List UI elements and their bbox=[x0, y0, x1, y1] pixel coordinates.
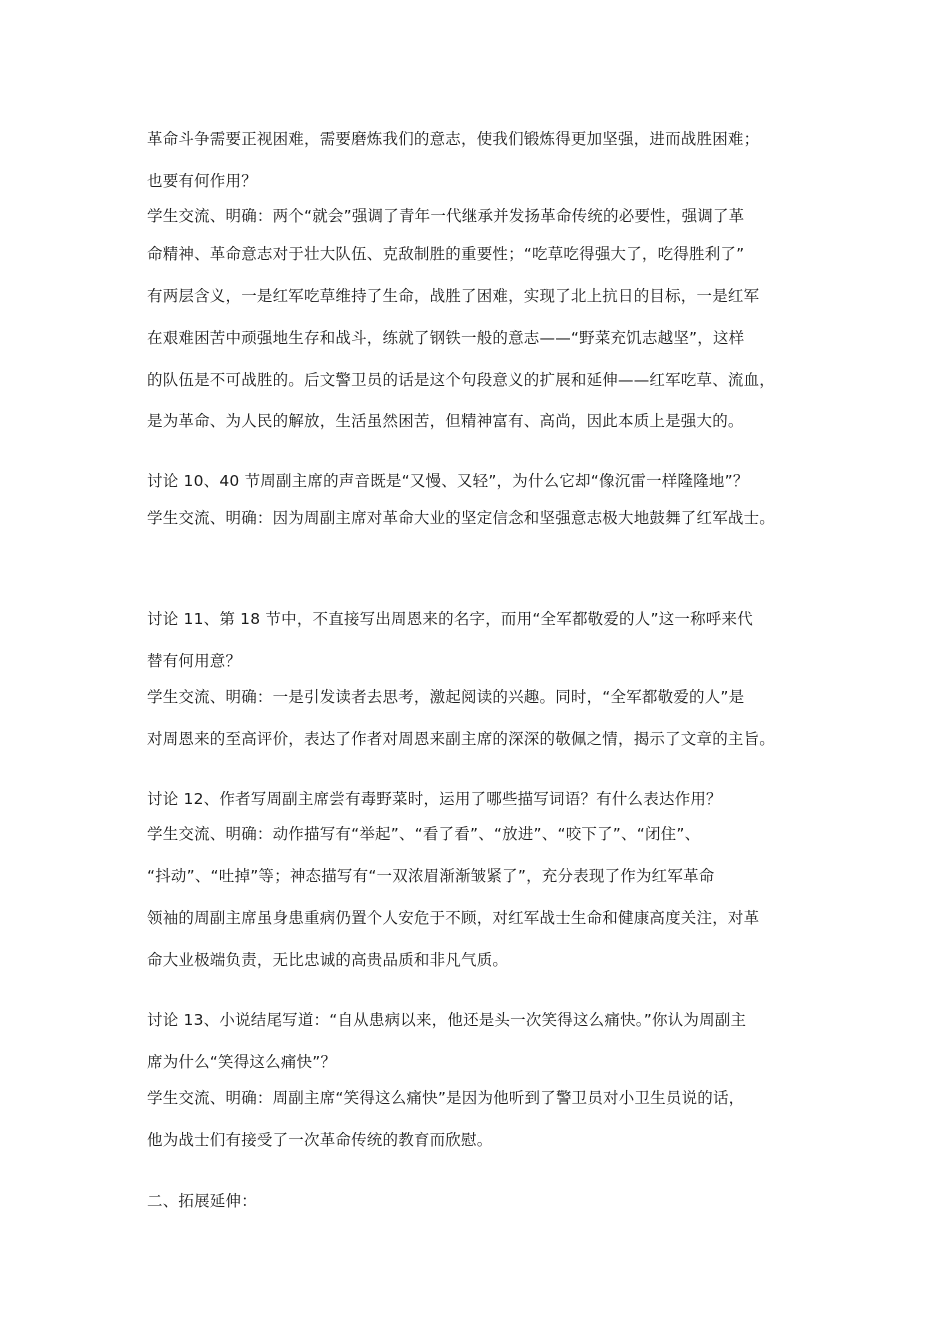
paragraph-line: 是为革命、为人民的解放，生活虽然困苦，但精神富有、高尚，因此本质上是强大的。 bbox=[147, 412, 744, 430]
answer-line: 学生交流、明确：一是引发读者去思考，激起阅读的兴趣。同时，“全军都敬爱的人”是 bbox=[147, 688, 745, 706]
paragraph-line: 有两层含义，一是红军吃草维持了生命，战胜了困难，实现了北上抗日的目标，一是红军 bbox=[147, 287, 760, 305]
paragraph-line: 的队伍是不可战胜的。后文警卫员的话是这个句段意义的扩展和延伸——红军吃草、流血， bbox=[147, 371, 776, 389]
answer-line: 命大业极端负责，无比忠诚的高贵品质和非凡气质。 bbox=[147, 951, 509, 969]
discussion-question: 讨论 12、作者写周副主席尝有毒野菜时，运用了哪些描写词语？有什么表达作用？ bbox=[147, 790, 722, 808]
discussion-question: 讨论 11、第 18 节中，不直接写出周恩来的名字，而用“全军都敬爱的人”这一称呼来代 bbox=[147, 610, 753, 628]
answer-line: 学生交流、明确：因为周副主席对革命大业的坚定信念和坚强意志极大地鼓舞了红军战士。 bbox=[147, 509, 776, 527]
paragraph-line: 革命斗争需要正视困难，需要磨炼我们的意志，使我们锻炼得更加坚强，进而战胜困难； bbox=[147, 130, 760, 148]
paragraph-line: 也要有何作用？ bbox=[147, 172, 257, 190]
answer-line: 他为战士们有接受了一次革命传统的教育而欣慰。 bbox=[147, 1131, 493, 1149]
discussion-question: 席为什么“笑得这么痛快”？ bbox=[147, 1053, 337, 1071]
section-heading: 二、拓展延伸： bbox=[147, 1192, 257, 1210]
paragraph-line: 在艰难困苦中顽强地生存和战斗，练就了钢铁一般的意志——“野菜充饥志越坚”，这样 bbox=[147, 329, 745, 347]
answer-line: “抖动”、“吐掉”等；神态描写有“一双浓眉渐渐皱紧了”，充分表现了作为红军革命 bbox=[147, 867, 715, 885]
answer-line: 领袖的周副主席虽身患重病仍置个人安危于不顾，对红军战士生命和健康高度关注，对革 bbox=[147, 909, 760, 927]
answer-line: 学生交流、明确：周副主席“笑得这么痛快”是因为他听到了警卫员对小卫生员说的话， bbox=[147, 1089, 745, 1107]
answer-line: 学生交流、明确：动作描写有“举起”、“看了看”、“放进”、“咬下了”、“闭住”、 bbox=[147, 825, 701, 843]
discussion-question: 讨论 13、小说结尾写道：“自从患病以来，他还是头一次笑得这么痛快。”你认为周副主 bbox=[147, 1011, 747, 1029]
discussion-question: 讨论 10、40 节周副主席的声音既是“又慢、又轻”，为什么它却“像沉雷一样隆隆地”？ bbox=[147, 472, 749, 490]
paragraph-line: 学生交流、明确：两个“就会”强调了青年一代继承并发扬革命传统的必要性，强调了革 bbox=[147, 207, 745, 225]
discussion-question: 替有何用意？ bbox=[147, 652, 242, 670]
answer-line: 对周恩来的至高评价，表达了作者对周恩来副主席的深深的敬佩之情，揭示了文章的主旨。 bbox=[147, 730, 776, 748]
paragraph-line: 命精神、革命意志对于壮大队伍、克敌制胜的重要性；“吃草吃得强大了，吃得胜利了” bbox=[147, 245, 745, 263]
